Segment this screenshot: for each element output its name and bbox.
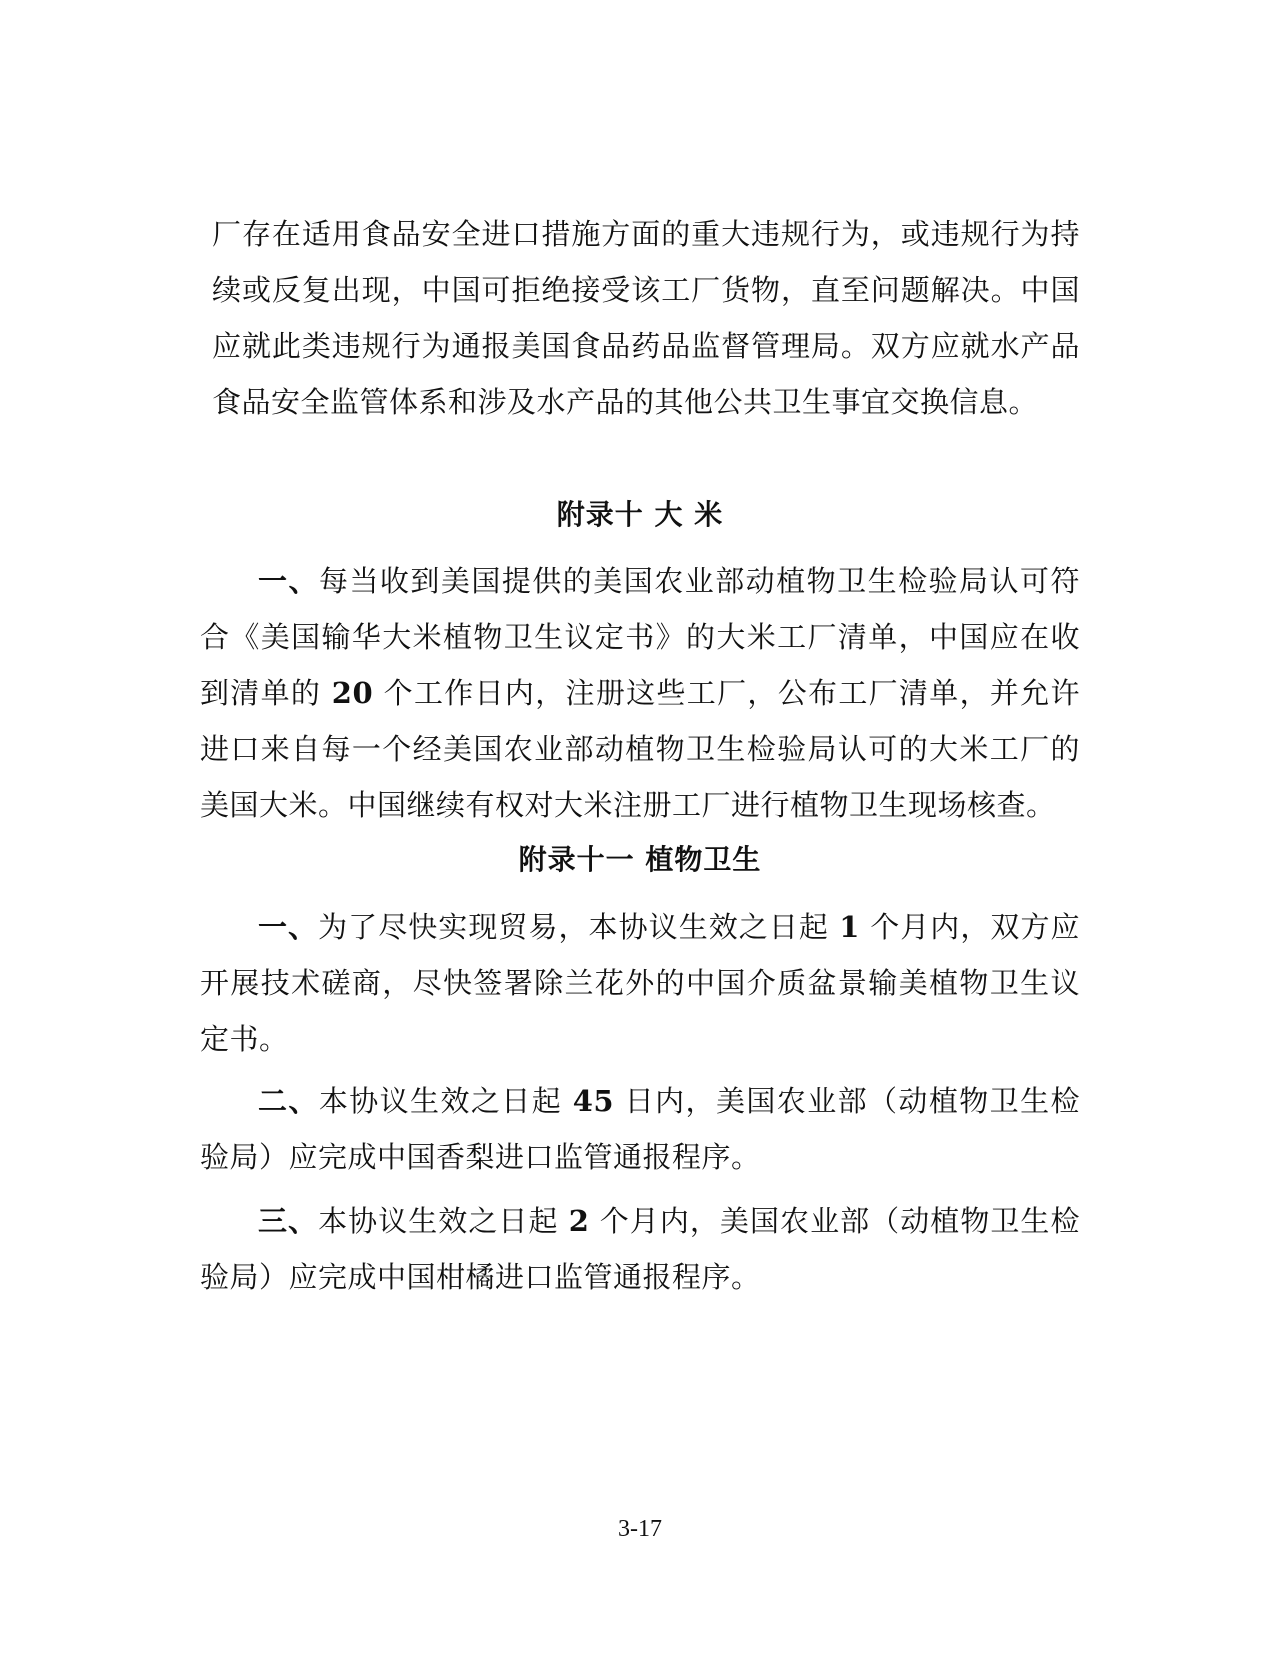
appendix-eleven-item-1 xyxy=(200,899,1080,1067)
item-text: 日内，美国农业部（动植物卫生检验局）应完成中国香梨进口监管通报程序。 xyxy=(200,1084,1080,1174)
appendix-eleven-item-3 xyxy=(200,1193,1080,1305)
item-text: 每当收到美国提供的美国农业部动植物卫生检验局认可符合《美国输华大米植物卫生议定书》的大米工厂清单，中国应在收到清单的 xyxy=(200,564,1080,710)
item-text: 个月内，美国农业部（动植物卫生检验局）应完成中国柑橘进口监管通报程序。 xyxy=(200,1204,1080,1294)
item-text: 本协议生效之日起 xyxy=(318,1204,569,1238)
appendix-eleven-heading: 附录十一 植物卫生 xyxy=(518,843,762,876)
appendix-ten-item-1 xyxy=(200,553,1080,833)
appendix-ten-heading: 附录十 大 米 xyxy=(556,498,724,531)
appendix-eleven-item-2 xyxy=(200,1073,1080,1185)
continuation-paragraph: 厂存在适用食品安全进口措施方面的重大违规行为，或违规行为持续或反复出现，中国可拒绝接受该工厂货物，直至问题解决。中国应就此类违规行为通报美国食品药品监督管理局。双方应就水产品食品安全监管体系和涉及水产品的其他公共卫生事宜交换信息。 xyxy=(212,217,1080,419)
item-number-value: 1 xyxy=(839,910,860,944)
item-number-value: 45 xyxy=(572,1084,615,1118)
item-number: 二、 xyxy=(258,1084,319,1118)
item-number-value: 20 xyxy=(331,676,374,710)
item-number: 一、 xyxy=(258,564,319,598)
item-text: 个月内，双方应开展技术磋商，尽快签署除兰花外的中国介质盆景输美植物卫生议定书。 xyxy=(200,910,1080,1056)
item-text: 个工作日内，注册这些工厂，公布工厂清单，并允许进口来自每一个经美国农业部动植物卫生检验局认可的大米工厂的美国大米。中国继续有权对大米注册工厂进行植物卫生现场核查。 xyxy=(200,676,1080,822)
item-text: 本协议生效之日起 xyxy=(318,1084,573,1118)
item-number: 三、 xyxy=(258,1204,319,1238)
item-text: 为了尽快实现贸易，本协议生效之日起 xyxy=(318,910,840,944)
page-number: 3-17 xyxy=(618,1516,662,1542)
item-number-value: 2 xyxy=(568,1204,590,1238)
item-number: 一、 xyxy=(258,910,319,944)
